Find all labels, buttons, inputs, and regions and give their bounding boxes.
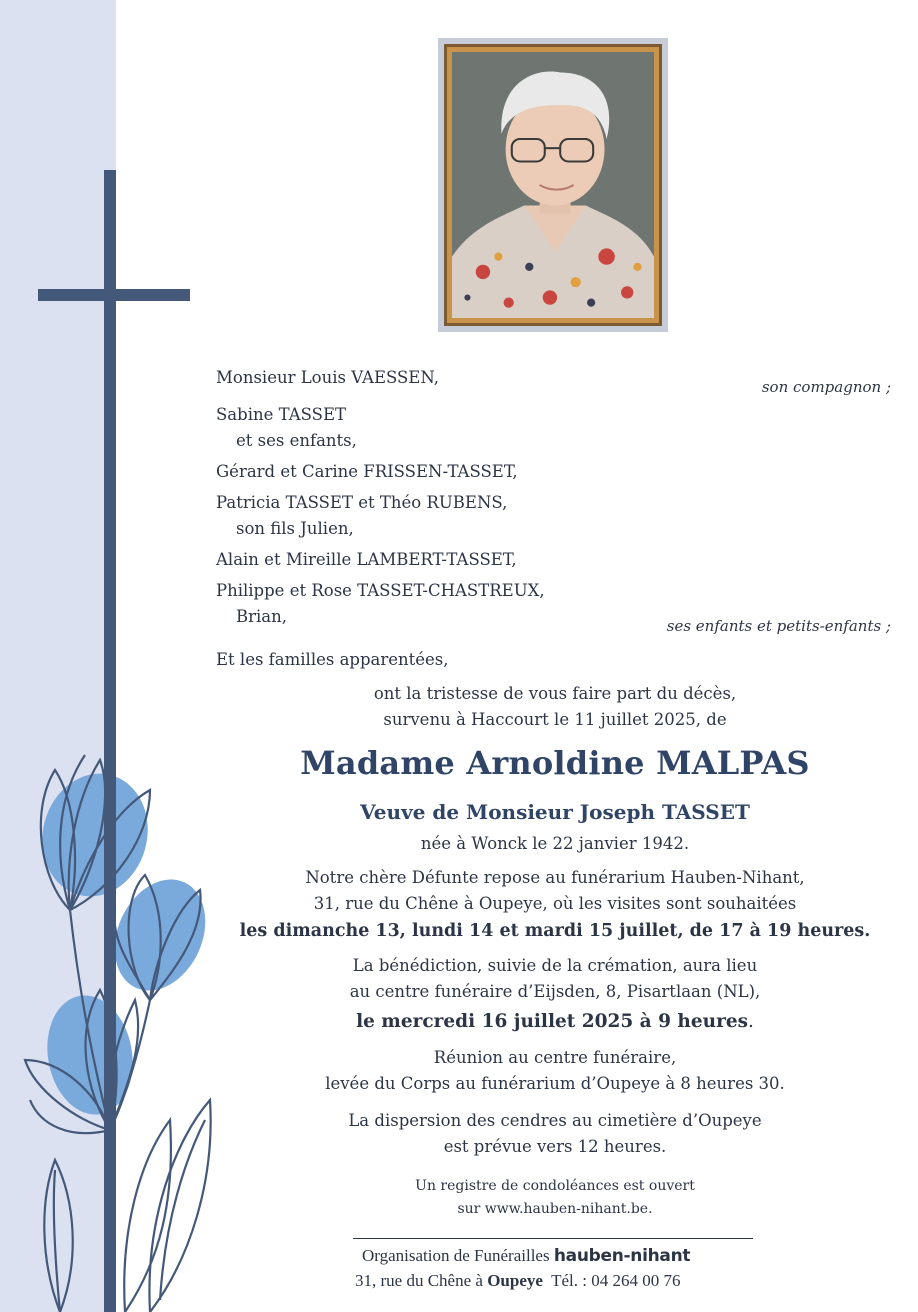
visits-line-1: Notre chère Défunte repose au funérarium Hauben-Nihant,: [305, 868, 805, 887]
role-companion: son compagnon ;: [761, 378, 891, 396]
birth-info: née à Wonck le 22 janvier 1942.: [420, 834, 690, 853]
dispersion-line-2: est prévue vers 12 heures.: [443, 1137, 667, 1156]
footer-address-prefix: 31, rue du Chêne à: [355, 1271, 483, 1290]
announcement-line-1: ont la tristesse de vous faire part du décès,: [373, 684, 737, 703]
deceased-name: Madame Arnoldine MALPAS: [300, 744, 810, 782]
role-children: ses enfants et petits-enfants ;: [666, 617, 891, 635]
cross-horizontal: [38, 289, 190, 301]
cross-vertical: [104, 170, 116, 1312]
footer-address-city: Oupeye: [487, 1271, 543, 1290]
condolences-line-1: Un registre de condoléances est ouvert: [415, 1178, 695, 1194]
footer-phone: Tél. : 04 264 00 76: [551, 1271, 681, 1290]
footer-org-prefix: Organisation de Funérailles: [362, 1246, 550, 1265]
widow-of: Veuve de Monsieur Joseph TASSET: [360, 800, 750, 824]
portrait-border: [444, 44, 662, 326]
family-line-philippe: Philippe et Rose TASSET-CHASTREUX,: [216, 581, 545, 600]
meeting-line-2: levée du Corps au funérarium d’Oupeye à 8 heures 30.: [325, 1074, 785, 1093]
portrait-photo: [452, 52, 654, 318]
ceremony-date-line: [215, 1011, 895, 1032]
family-line-relatives: Et les familles apparentées,: [216, 650, 449, 669]
family-line-patricia: Patricia TASSET et Théo RUBENS,: [216, 493, 508, 512]
meeting-line-1: Réunion au centre funéraire,: [433, 1048, 677, 1067]
ceremony-line-1: La bénédiction, suivie de la crémation, aura lieu: [352, 956, 758, 975]
family-line-gerard: Gérard et Carine FRISSEN-TASSET,: [216, 462, 518, 481]
family-line-louis: Monsieur Louis VAESSEN,: [216, 368, 439, 387]
family-line-brian: Brian,: [236, 607, 287, 626]
ceremony-date-end: .: [748, 1011, 754, 1032]
family-line-sabine-children: et ses enfants,: [236, 431, 357, 450]
footer-address: [355, 1271, 681, 1291]
family-line-sabine: Sabine TASSET: [216, 405, 347, 424]
portrait-frame: [438, 38, 668, 332]
ceremony-line-2: au centre funéraire d’Eijsden, 8, Pisartlaan (NL),: [349, 982, 761, 1001]
visits-schedule: les dimanche 13, lundi 14 et mardi 15 juillet, de 17 à 19 heures.: [239, 921, 871, 941]
announcement-line-2: survenu à Haccourt le 11 juillet 2025, de: [383, 710, 727, 729]
condolences-website: sur www.hauben-nihant.be.: [457, 1201, 653, 1217]
dispersion-line-1: La dispersion des cendres au cimetière d’Oupeye: [348, 1111, 762, 1130]
footer-divider: [353, 1238, 753, 1239]
footer-organisation: [362, 1246, 690, 1266]
family-line-julien: son fils Julien,: [236, 519, 354, 538]
family-line-alain: Alain et Mireille LAMBERT-TASSET,: [216, 550, 517, 569]
visits-line-2: 31, rue du Chêne à Oupeye, où les visites sont souhaitées: [313, 894, 797, 913]
brand-logo: hauben-nihant: [553, 1246, 691, 1266]
ceremony-date: le mercredi 16 juillet 2025 à 9 heures: [356, 1011, 749, 1032]
